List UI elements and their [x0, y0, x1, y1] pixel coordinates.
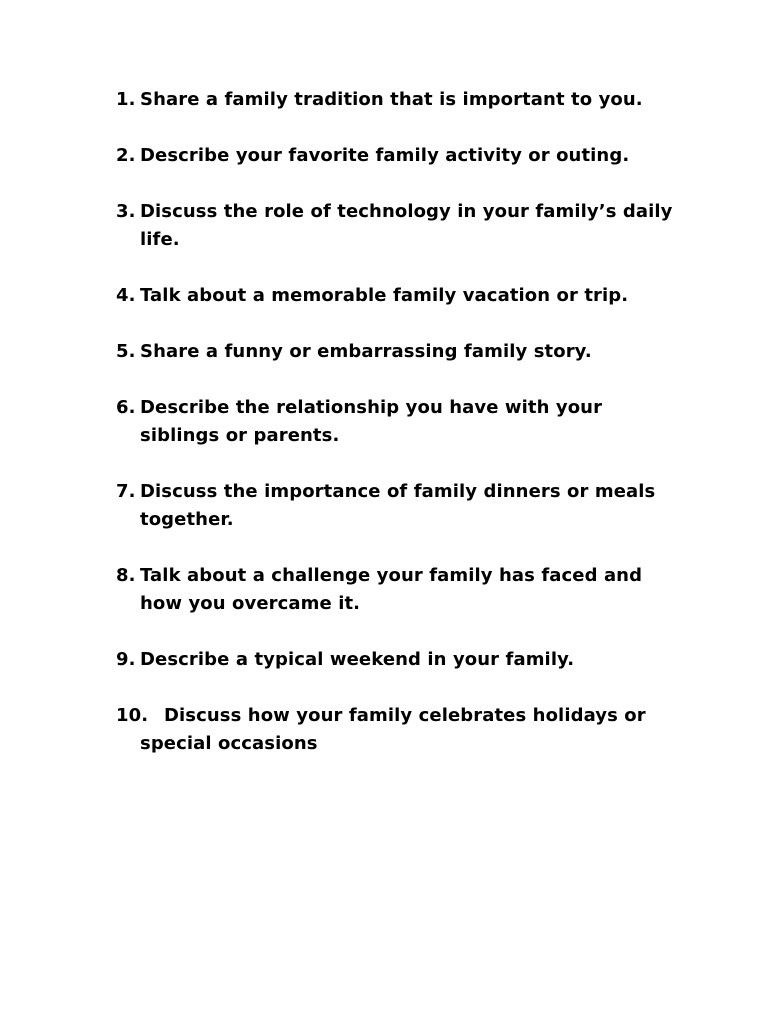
list-item: [116, 478, 686, 534]
list-item-number: 3.: [116, 201, 136, 222]
list-item-number: 4.: [116, 285, 136, 306]
list-item-text: Talk about a memorable family vacation or trip.: [140, 285, 629, 306]
list-item-number: 8.: [116, 565, 136, 586]
list-item: [116, 562, 686, 618]
list-item-number: 9.: [116, 649, 136, 670]
list-item: [116, 394, 686, 450]
prompt-list: [116, 86, 686, 786]
list-item-number: 2.: [116, 145, 136, 166]
list-item-number: 1.: [116, 89, 136, 110]
list-item: [116, 282, 686, 310]
list-item: [116, 86, 686, 114]
list-item-number: 7.: [116, 481, 136, 502]
list-item-text: Discuss the importance of family dinners or meals together.: [140, 481, 656, 530]
list-item-text: Share a family tradition that is important to you.: [140, 89, 643, 110]
list-item: [116, 702, 686, 758]
list-item-number: 5.: [116, 341, 136, 362]
list-item-text: Discuss how your family celebrates holidays or special occasions: [140, 705, 646, 754]
list-item: [116, 198, 686, 254]
list-item-text: Discuss the role of technology in your family’s daily life.: [140, 201, 673, 250]
list-item-text: Talk about a challenge your family has faced and how you overcame it.: [140, 565, 643, 614]
list-item: [116, 142, 686, 170]
list-item: [116, 338, 686, 366]
list-item-number: 6.: [116, 397, 136, 418]
list-item-text: Describe the relationship you have with your siblings or parents.: [140, 397, 603, 446]
list-item-text: Describe your favorite family activity or outing.: [140, 145, 630, 166]
list-item-text: Share a funny or embarrassing family story.: [140, 341, 592, 362]
list-item: [116, 646, 686, 674]
list-item-number: 10.: [116, 705, 149, 726]
list-item-text: Describe a typical weekend in your family.: [140, 649, 575, 670]
